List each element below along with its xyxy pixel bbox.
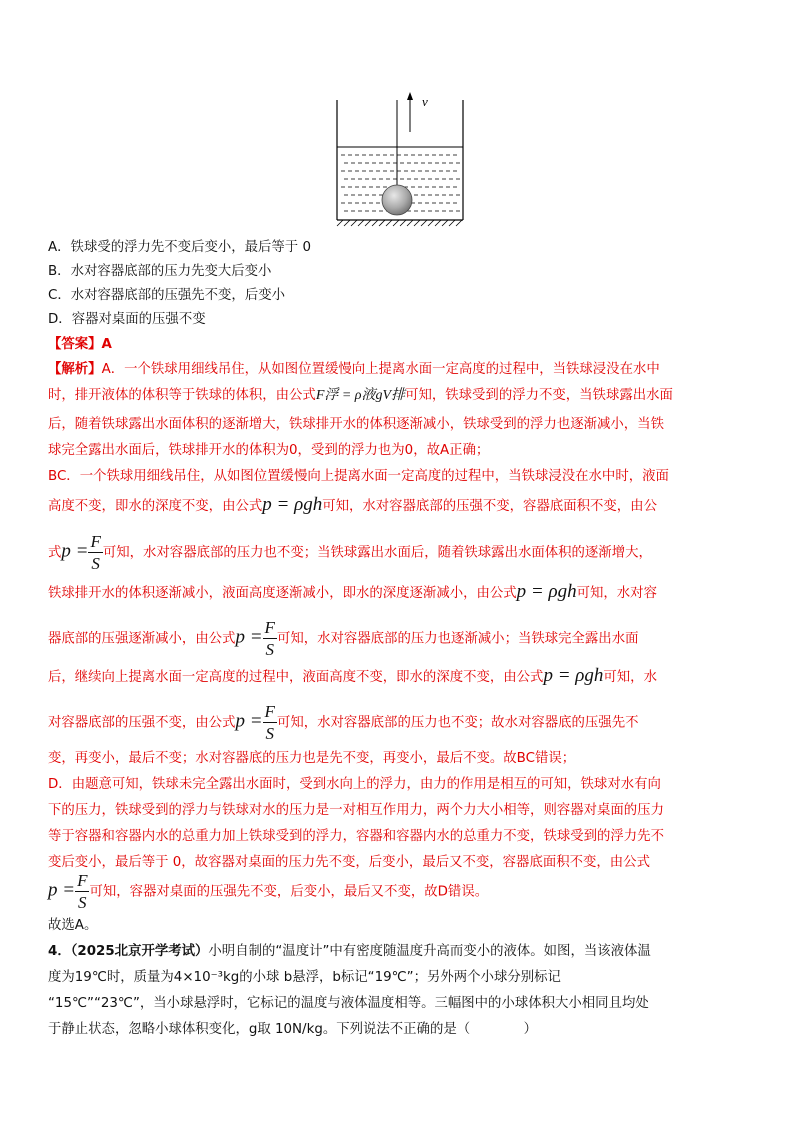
- fraction-f-over-s: $\frac{F}{S}$: [264, 618, 275, 659]
- analysis-line-9: 器底部的压强逐渐减小，由公式p = $\frac{F}{S}$ 可知，水对容器底部的压力也逐渐减小；当铁球完全露出水面: [48, 618, 639, 659]
- q4-line-1: 4．（2025北京开学考试）小明自制的“温度计”中有密度随温度升高而变小的液体。如图，当该液体温: [48, 944, 651, 959]
- analysis-line-1: 【解析】A．一个铁球用细线吊住，从如图位置缓慢向上提离水面一定高度的过程中，当铁球浸没在水中: [48, 362, 660, 377]
- buoyancy-formula: F浮 = ρ液gV排: [315, 388, 406, 403]
- analysis-line-6: 高度不变，即水的深度不变，由公式p = ρgh可知，水对容器底部的压强不变，容器底面积不变，由公: [48, 494, 657, 515]
- q4-number: 4．: [48, 944, 71, 959]
- analysis-line-8: 铁球排开水的体积逐渐减小，液面高度逐渐减小，即水的深度逐渐减小，由公式p = ρgh可知，水对容: [48, 581, 657, 602]
- option-a: A．铁球受的浮力先不变后变小，最后等于 0: [48, 240, 311, 255]
- pressure-formula: p = ρgh: [262, 494, 323, 515]
- q4-line-2: 度为19℃时，质量为4×10⁻³kg的小球 b悬浮，b标记“19℃”；另外两个小球分别标记: [48, 970, 561, 985]
- container-figure: [330, 92, 470, 230]
- analysis-line-11: 对容器底部的压强不变，由公式p = $\frac{F}{S}$ 可知，水对容器底部的压力也不变；故水对容器底的压强先不: [48, 702, 639, 743]
- analysis-line-7: 式p = $\frac{F}{S}$ 可知，水对容器底部的压力也不变；当铁球露出水面后，随着铁球露出水面体积的逐渐增大，: [48, 532, 652, 573]
- analysis-line-13: D．由题意可知，铁球未完全露出水面时，受到水向上的浮力，由力的作用是相互的可知，铁球对水有向: [48, 777, 661, 792]
- analysis-line-4: 球完全露出水面后，铁球排开水的体积为0，受到的浮力也为0，故A正确；: [48, 443, 490, 458]
- analysis-line-2: 时，排开液体的体积等于铁球的体积，由公式F浮 = ρ液gV排可知，铁球受到的浮力不变，当铁球露出水面: [48, 388, 673, 403]
- q4-source: （2025北京开学考试）: [70, 944, 209, 959]
- analysis-line-5: BC．一个铁球用细线吊住，从如图位置缓慢向上提离水面一定高度的过程中，当铁球浸没在水中时，液面: [48, 469, 669, 484]
- option-b: B．水对容器底部的压力先变大后变小: [48, 264, 272, 279]
- analysis-line-3: 后，随着铁球露出水面体积的逐渐增大，铁球排开水的体积逐渐减小，铁球受到的浮力也逐渐减小，当铁: [48, 417, 664, 432]
- fraction-f-over-s: $\frac{F}{S}$: [90, 532, 101, 573]
- pressure-formula: p = ρgh: [543, 665, 604, 686]
- velocity-label: v: [422, 94, 428, 109]
- option-d: D．容器对桌面的压强不变: [48, 312, 206, 327]
- fraction-f-over-s: $\frac{F}{S}$: [264, 702, 275, 743]
- answer-line: 【答案】A: [48, 337, 112, 352]
- analysis-line-16: 变后变小，最后等于 0，故容器对桌面的压力先不变，后变小，最后又不变，容器底面积不变，由公式: [48, 855, 650, 870]
- analysis-label: 【解析】: [48, 362, 102, 377]
- pressure-formula: p = ρgh: [516, 581, 577, 602]
- fraction-f-over-s: $\frac{F}{S}$: [77, 871, 88, 912]
- option-c: C．水对容器底部的压强先不变，后变小: [48, 288, 285, 303]
- analysis-line-17: p = $\frac{F}{S}$ 可知，容器对桌面的压强先不变，后变小，最后又不变，故D错误。: [48, 871, 489, 912]
- analysis-line-12: 变，再变小，最后不变；水对容器底的压力也是先不变，再变小，最后不变。故BC错误；: [48, 751, 576, 766]
- q4-line-4: 于静止状态，忽略小球体积变化，g取 10N/kg。下列说法不正确的是（ ）: [48, 1022, 538, 1037]
- q4-line-3: “15℃”“23℃”，当小球悬浮时，它标记的温度与液体温度相等。三幅图中的小球体积大小相同且均处: [48, 996, 649, 1011]
- container-diagram: [330, 92, 470, 230]
- analysis-line-15: 等于容器和容器内水的总重力加上铁球受到的浮力，容器和容器内水的总重力不变，铁球受到的浮力先不: [48, 829, 664, 844]
- analysis-line-10: 后，继续向上提离水面一定高度的过程中，液面高度不变，即水的深度不变，由公式p = ρgh可知，水: [48, 665, 657, 686]
- analysis-line-14: 下的压力，铁球受到的浮力与铁球对水的压力是一对相互作用力，两个力大小相等，则容器对桌面的压力: [48, 803, 664, 818]
- conclusion-line: 故选A。: [48, 918, 98, 933]
